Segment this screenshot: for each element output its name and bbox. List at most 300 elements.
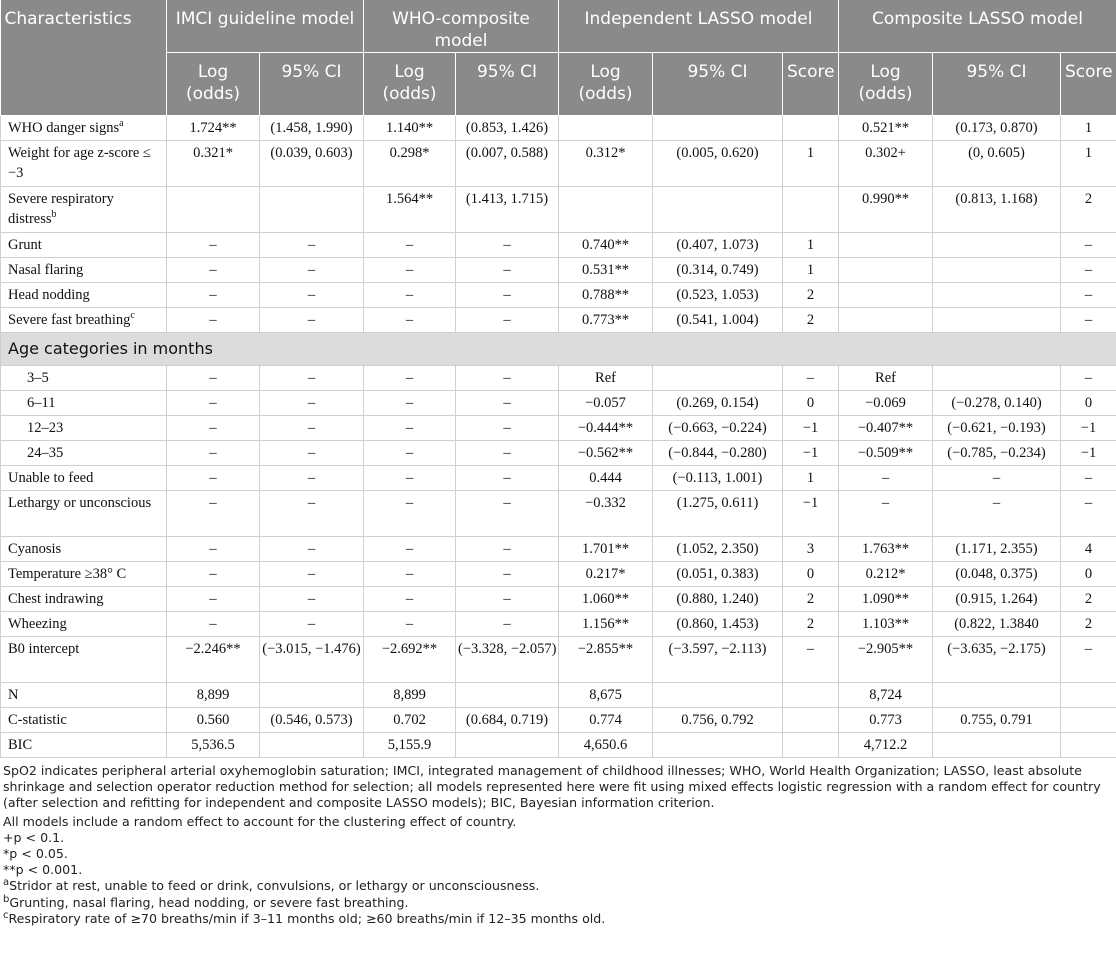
- row-label: [1, 733, 167, 758]
- cell-comp-ci: [933, 366, 1061, 391]
- cell-imci-log: –: [167, 283, 260, 308]
- cell-imci-ci: [260, 733, 364, 758]
- cell-comp-ci: (−3.635, −2.175): [933, 637, 1061, 683]
- cell-who-ci: –: [456, 391, 559, 416]
- row-label: [1, 141, 167, 187]
- cell-ind-score: 1: [783, 233, 839, 258]
- cell-ind-log: 1.156**: [559, 612, 653, 637]
- row-label-text: Head nodding: [8, 287, 90, 303]
- row-label-text: Severe respiratory distress: [8, 191, 114, 227]
- row-label: [1, 466, 167, 491]
- cell-who-log: –: [364, 391, 456, 416]
- cell-comp-ci: (0.813, 1.168): [933, 187, 1061, 233]
- row-label: [1, 233, 167, 258]
- cell-imci-ci: –: [260, 466, 364, 491]
- cell-comp-log: [839, 258, 933, 283]
- cell-who-log: –: [364, 283, 456, 308]
- cell-comp-score: [1061, 683, 1116, 708]
- cell-ind-score: 1: [783, 466, 839, 491]
- cell-ind-ci: (0.051, 0.383): [653, 562, 783, 587]
- cell-ind-log: Ref: [559, 366, 653, 391]
- cell-comp-ci: [933, 683, 1061, 708]
- cell-comp-ci: 0.755, 0.791: [933, 708, 1061, 733]
- cell-ind-log: −0.562**: [559, 441, 653, 466]
- cell-imci-ci: –: [260, 308, 364, 333]
- row-label-text: 12–23: [27, 420, 64, 436]
- cell-comp-log: –: [839, 466, 933, 491]
- row-label-text: 24–35: [27, 445, 64, 461]
- cell-who-ci: –: [456, 587, 559, 612]
- cell-comp-log: [839, 233, 933, 258]
- footnote-mark: c: [130, 310, 135, 322]
- cell-comp-log: –: [839, 491, 933, 537]
- cell-who-log: –: [364, 587, 456, 612]
- footnote-c-text: Respiratory rate of ≥70 breaths/min if 3–11 months old; ≥60 breaths/min if 12–35 months old.: [8, 910, 606, 926]
- cell-ind-log: 0.217*: [559, 562, 653, 587]
- cell-comp-log: 0.521**: [839, 116, 933, 141]
- cell-ind-ci: [653, 187, 783, 233]
- cell-who-ci: (0.007, 0.588): [456, 141, 559, 187]
- row-label-text: Unable to feed: [8, 470, 94, 486]
- cell-ind-log: 0.774: [559, 708, 653, 733]
- row-label-text: BIC: [8, 737, 33, 753]
- cell-comp-log: 0.990**: [839, 187, 933, 233]
- cell-imci-ci: (−3.015, −1.476): [260, 637, 364, 683]
- cell-imci-log: 1.724**: [167, 116, 260, 141]
- subheader-log-odds: Log (odds): [364, 53, 456, 116]
- subheader-ci: 95% CI: [456, 53, 559, 116]
- cell-ind-score: [783, 733, 839, 758]
- cell-imci-log: –: [167, 537, 260, 562]
- cell-who-ci: –: [456, 308, 559, 333]
- row-label: [1, 308, 167, 333]
- note-p-plus: +p < 0.1.: [3, 829, 65, 845]
- row-label-text: Wheezing: [8, 616, 67, 632]
- cell-ind-ci: (0.860, 1.453): [653, 612, 783, 637]
- row-label: [1, 283, 167, 308]
- table-row: [1, 491, 1116, 537]
- cell-ind-log: [559, 116, 653, 141]
- cell-who-log: –: [364, 258, 456, 283]
- cell-comp-ci: (0.173, 0.870): [933, 116, 1061, 141]
- header-composite-lasso: Composite LASSO model: [839, 0, 1116, 53]
- cell-comp-log: 8,724: [839, 683, 933, 708]
- cell-who-log: –: [364, 612, 456, 637]
- cell-ind-ci: (1.052, 2.350): [653, 537, 783, 562]
- note-random-effect: All models include a random effect to account for the clustering effect of country.: [3, 813, 517, 829]
- cell-ind-log: −0.332: [559, 491, 653, 537]
- cell-comp-log: −2.905**: [839, 637, 933, 683]
- cell-ind-score: 2: [783, 308, 839, 333]
- cell-comp-ci: (0.048, 0.375): [933, 562, 1061, 587]
- cell-ind-ci: (0.880, 1.240): [653, 587, 783, 612]
- cell-ind-score: −1: [783, 441, 839, 466]
- row-label: [1, 258, 167, 283]
- cell-comp-score: −1: [1061, 416, 1116, 441]
- cell-comp-log: 0.302+: [839, 141, 933, 187]
- footnote-c-mark: c: [3, 909, 9, 921]
- cell-imci-log: –: [167, 308, 260, 333]
- cell-imci-ci: –: [260, 416, 364, 441]
- row-label-text: Weight for age z-score ≤ −3: [8, 145, 151, 181]
- cell-comp-ci: –: [933, 466, 1061, 491]
- cell-comp-log: 0.773: [839, 708, 933, 733]
- cell-imci-log: –: [167, 366, 260, 391]
- table-row: [1, 537, 1116, 562]
- row-label-text: Nasal flaring: [8, 262, 84, 278]
- cell-ind-log: −2.855**: [559, 637, 653, 683]
- row-label: [1, 708, 167, 733]
- cell-ind-score: [783, 708, 839, 733]
- note-abbreviations: SpO2 indicates peripheral arterial oxyhemoglobin saturation; IMCI, integrated management of childhood illnesses; WHO, World Health Organization; LASSO, least absolute shrinkage and selection operator reduction method for selection; all models represented here were fit using mixed effects logistic regression with a random effect for country (after selection and refitting for independent and composite LASSO models); BIC, Bayesian information criterion.: [3, 763, 1101, 811]
- row-label-text: C-statistic: [8, 712, 67, 728]
- cell-comp-ci: –: [933, 491, 1061, 537]
- table-row: [1, 258, 1116, 283]
- cell-imci-log: 8,899: [167, 683, 260, 708]
- cell-comp-score: 0: [1061, 562, 1116, 587]
- table-row: [1, 187, 1116, 233]
- footnote-c: [3, 911, 1111, 927]
- subheader-log-odds: Log (odds): [559, 53, 653, 116]
- row-label: [1, 391, 167, 416]
- cell-ind-ci: (0.314, 0.749): [653, 258, 783, 283]
- cell-imci-log: 0.321*: [167, 141, 260, 187]
- cell-imci-ci: –: [260, 441, 364, 466]
- row-label: [1, 587, 167, 612]
- table-row: [1, 733, 1116, 758]
- cell-comp-ci: (−0.278, 0.140): [933, 391, 1061, 416]
- cell-ind-score: 0: [783, 391, 839, 416]
- cell-imci-log: –: [167, 391, 260, 416]
- cell-imci-log: –: [167, 441, 260, 466]
- cell-ind-score: 3: [783, 537, 839, 562]
- cell-ind-ci: (0.407, 1.073): [653, 233, 783, 258]
- cell-who-log: 5,155.9: [364, 733, 456, 758]
- cell-imci-log: –: [167, 562, 260, 587]
- cell-imci-log: 0.560: [167, 708, 260, 733]
- cell-ind-ci: (0.269, 0.154): [653, 391, 783, 416]
- table-row: [1, 587, 1116, 612]
- cell-who-ci: (1.413, 1.715): [456, 187, 559, 233]
- footnote-b: [3, 895, 1111, 911]
- row-label-text: Temperature ≥38° C: [8, 566, 127, 582]
- cell-comp-score: 0: [1061, 391, 1116, 416]
- cell-comp-log: [839, 283, 933, 308]
- table-row: [1, 283, 1116, 308]
- cell-who-log: −2.692**: [364, 637, 456, 683]
- cell-ind-log: [559, 187, 653, 233]
- cell-who-ci: –: [456, 491, 559, 537]
- cell-comp-log: [839, 308, 933, 333]
- row-label: [1, 116, 167, 141]
- cell-ind-ci: (−0.113, 1.001): [653, 466, 783, 491]
- footnote-a-text: Stridor at rest, unable to feed or drink, convulsions, or lethargy or unconsciousness.: [9, 878, 540, 894]
- cell-who-ci: –: [456, 366, 559, 391]
- footnote-a: [3, 878, 1111, 894]
- cell-comp-log: −0.407**: [839, 416, 933, 441]
- subheader-score: Score: [1061, 53, 1116, 116]
- table-row: [1, 308, 1116, 333]
- table-row: [1, 233, 1116, 258]
- cell-who-ci: –: [456, 258, 559, 283]
- table-row: [1, 562, 1116, 587]
- cell-ind-log: 1.060**: [559, 587, 653, 612]
- cell-comp-ci: (−0.621, −0.193): [933, 416, 1061, 441]
- note-p-double-star: **p < 0.001.: [3, 862, 83, 878]
- row-label-text: N: [8, 687, 19, 703]
- cell-ind-ci: (0.005, 0.620): [653, 141, 783, 187]
- cell-comp-ci: [933, 733, 1061, 758]
- cell-imci-ci: –: [260, 491, 364, 537]
- cell-imci-ci: –: [260, 587, 364, 612]
- cell-ind-ci: (−3.597, −2.113): [653, 637, 783, 683]
- cell-imci-log: –: [167, 466, 260, 491]
- row-label-text: Grunt: [8, 237, 42, 253]
- cell-who-log: –: [364, 233, 456, 258]
- cell-ind-ci: (0.523, 1.053): [653, 283, 783, 308]
- cell-who-ci: –: [456, 283, 559, 308]
- cell-comp-ci: [933, 233, 1061, 258]
- cell-imci-log: [167, 187, 260, 233]
- subheader-ci: 95% CI: [653, 53, 783, 116]
- table-row: [1, 708, 1116, 733]
- cell-who-log: –: [364, 441, 456, 466]
- cell-comp-score: –: [1061, 366, 1116, 391]
- row-label: [1, 637, 167, 683]
- table-row: [1, 391, 1116, 416]
- table-row: [1, 612, 1116, 637]
- cell-ind-score: –: [783, 366, 839, 391]
- cell-who-ci: –: [456, 441, 559, 466]
- cell-who-log: 1.140**: [364, 116, 456, 141]
- cell-imci-ci: –: [260, 283, 364, 308]
- cell-comp-log: 4,712.2: [839, 733, 933, 758]
- cell-comp-score: –: [1061, 466, 1116, 491]
- cell-comp-score: [1061, 733, 1116, 758]
- table-row: [1, 141, 1116, 187]
- table-row: [1, 466, 1116, 491]
- cell-comp-score: [1061, 708, 1116, 733]
- cell-comp-ci: [933, 308, 1061, 333]
- cell-ind-ci: (−0.663, −0.224): [653, 416, 783, 441]
- cell-comp-ci: (0.915, 1.264): [933, 587, 1061, 612]
- note-p-star: *p < 0.05.: [3, 846, 68, 862]
- footnote-mark: a: [119, 118, 124, 130]
- row-label-text: Severe fast breathing: [8, 312, 131, 328]
- row-label-text: Cyanosis: [8, 541, 62, 557]
- cell-comp-score: –: [1061, 233, 1116, 258]
- cell-imci-ci: (0.546, 0.573): [260, 708, 364, 733]
- cell-ind-ci: [653, 366, 783, 391]
- cell-ind-log: 0.531**: [559, 258, 653, 283]
- cell-comp-log: Ref: [839, 366, 933, 391]
- subheader-ci: 95% CI: [260, 53, 364, 116]
- cell-ind-ci: (0.541, 1.004): [653, 308, 783, 333]
- cell-who-ci: (0.684, 0.719): [456, 708, 559, 733]
- cell-imci-ci: –: [260, 537, 364, 562]
- cell-who-log: 8,899: [364, 683, 456, 708]
- cell-comp-score: 1: [1061, 116, 1116, 141]
- cell-ind-ci: 0.756, 0.792: [653, 708, 783, 733]
- cell-comp-score: 2: [1061, 587, 1116, 612]
- cell-imci-ci: –: [260, 258, 364, 283]
- cell-imci-ci: [260, 683, 364, 708]
- cell-imci-log: –: [167, 491, 260, 537]
- cell-comp-log: 1.763**: [839, 537, 933, 562]
- row-label-text: 3–5: [27, 370, 49, 386]
- row-label: [1, 683, 167, 708]
- cell-ind-ci: [653, 683, 783, 708]
- cell-ind-score: −1: [783, 491, 839, 537]
- cell-ind-score: [783, 683, 839, 708]
- cell-ind-ci: [653, 116, 783, 141]
- cell-who-log: 1.564**: [364, 187, 456, 233]
- cell-ind-score: 2: [783, 587, 839, 612]
- cell-who-ci: –: [456, 466, 559, 491]
- cell-who-log: –: [364, 416, 456, 441]
- cell-who-log: –: [364, 491, 456, 537]
- cell-comp-log: 1.090**: [839, 587, 933, 612]
- subheader-score: Score: [783, 53, 839, 116]
- subheader-log-odds: Log (odds): [839, 53, 933, 116]
- cell-ind-score: 1: [783, 258, 839, 283]
- table-row: [1, 416, 1116, 441]
- cell-comp-score: –: [1061, 308, 1116, 333]
- cell-ind-log: 4,650.6: [559, 733, 653, 758]
- subheader-ci: 95% CI: [933, 53, 1061, 116]
- cell-who-ci: –: [456, 612, 559, 637]
- cell-comp-score: –: [1061, 491, 1116, 537]
- cell-imci-log: –: [167, 416, 260, 441]
- footnote-b-mark: b: [3, 893, 10, 905]
- cell-imci-ci: –: [260, 391, 364, 416]
- section-age-categories: Age categories in months: [1, 333, 1116, 366]
- cell-ind-log: 0.788**: [559, 283, 653, 308]
- row-label: [1, 562, 167, 587]
- cell-who-ci: –: [456, 233, 559, 258]
- header-imci-model: IMCI guideline model: [167, 0, 364, 53]
- footnote-b-text: Grunting, nasal flaring, head nodding, or severe fast breathing.: [9, 894, 409, 910]
- cell-comp-log: 0.212*: [839, 562, 933, 587]
- cell-comp-log: −0.509**: [839, 441, 933, 466]
- row-label-text: Chest indrawing: [8, 591, 104, 607]
- cell-who-ci: (−3.328, −2.057): [456, 637, 559, 683]
- cell-ind-log: −0.444**: [559, 416, 653, 441]
- row-label: [1, 491, 167, 537]
- table-row: [1, 683, 1116, 708]
- table-row: [1, 441, 1116, 466]
- cell-comp-log: −0.069: [839, 391, 933, 416]
- cell-imci-ci: [260, 187, 364, 233]
- cell-ind-score: 0: [783, 562, 839, 587]
- cell-ind-ci: (−0.844, −0.280): [653, 441, 783, 466]
- cell-comp-ci: (1.171, 2.355): [933, 537, 1061, 562]
- cell-comp-ci: (−0.785, −0.234): [933, 441, 1061, 466]
- row-label: [1, 537, 167, 562]
- table-notes: [0, 758, 1116, 927]
- table-row: [1, 366, 1116, 391]
- cell-ind-score: –: [783, 637, 839, 683]
- cell-comp-log: 1.103**: [839, 612, 933, 637]
- cell-imci-log: –: [167, 587, 260, 612]
- cell-comp-ci: [933, 258, 1061, 283]
- cell-comp-score: 2: [1061, 187, 1116, 233]
- cell-imci-log: –: [167, 258, 260, 283]
- table-row: [1, 116, 1116, 141]
- cell-ind-score: 1: [783, 141, 839, 187]
- cell-who-log: –: [364, 308, 456, 333]
- cell-ind-log: 8,675: [559, 683, 653, 708]
- cell-ind-log: 1.701**: [559, 537, 653, 562]
- cell-who-log: –: [364, 466, 456, 491]
- header-who-model: WHO-composite model: [364, 0, 559, 53]
- row-label-text: Lethargy or unconscious: [8, 495, 152, 511]
- cell-comp-score: –: [1061, 283, 1116, 308]
- cell-imci-log: –: [167, 612, 260, 637]
- cell-who-ci: [456, 683, 559, 708]
- row-label-text: B0 intercept: [8, 641, 80, 657]
- cell-who-ci: (0.853, 1.426): [456, 116, 559, 141]
- cell-who-ci: –: [456, 562, 559, 587]
- cell-ind-ci: (1.275, 0.611): [653, 491, 783, 537]
- row-label-text: WHO danger signs: [8, 120, 120, 136]
- cell-ind-score: 2: [783, 612, 839, 637]
- cell-imci-ci: –: [260, 562, 364, 587]
- cell-comp-score: 2: [1061, 612, 1116, 637]
- row-label: [1, 366, 167, 391]
- cell-imci-ci: –: [260, 612, 364, 637]
- cell-comp-ci: (0.822, 1.3840: [933, 612, 1061, 637]
- row-label: [1, 612, 167, 637]
- cell-imci-ci: (1.458, 1.990): [260, 116, 364, 141]
- cell-ind-score: 2: [783, 283, 839, 308]
- cell-ind-score: [783, 187, 839, 233]
- cell-who-ci: [456, 733, 559, 758]
- cell-ind-log: 0.444: [559, 466, 653, 491]
- cell-comp-ci: [933, 283, 1061, 308]
- cell-imci-ci: –: [260, 233, 364, 258]
- subheader-log-odds: Log (odds): [167, 53, 260, 116]
- cell-ind-score: −1: [783, 416, 839, 441]
- cell-ind-ci: [653, 733, 783, 758]
- cell-comp-score: –: [1061, 258, 1116, 283]
- cell-ind-log: −0.057: [559, 391, 653, 416]
- cell-who-log: –: [364, 537, 456, 562]
- cell-who-log: –: [364, 366, 456, 391]
- cell-who-log: 0.298*: [364, 141, 456, 187]
- cell-ind-score: [783, 116, 839, 141]
- cell-who-log: 0.702: [364, 708, 456, 733]
- footnote-a-mark: a: [3, 877, 10, 889]
- table-row: [1, 637, 1116, 683]
- row-label: [1, 416, 167, 441]
- cell-imci-ci: (0.039, 0.603): [260, 141, 364, 187]
- cell-comp-score: −1: [1061, 441, 1116, 466]
- cell-imci-ci: –: [260, 366, 364, 391]
- cell-comp-score: –: [1061, 637, 1116, 683]
- row-label-text: 6–11: [27, 395, 56, 411]
- header-independent-lasso: Independent LASSO model: [559, 0, 839, 53]
- row-label: [1, 441, 167, 466]
- cell-who-ci: –: [456, 416, 559, 441]
- cell-imci-log: –: [167, 233, 260, 258]
- cell-who-ci: –: [456, 537, 559, 562]
- cell-imci-log: 5,536.5: [167, 733, 260, 758]
- header-characteristics: Characteristics: [1, 0, 167, 116]
- cell-comp-score: 1: [1061, 141, 1116, 187]
- cell-ind-log: 0.312*: [559, 141, 653, 187]
- cell-who-log: –: [364, 562, 456, 587]
